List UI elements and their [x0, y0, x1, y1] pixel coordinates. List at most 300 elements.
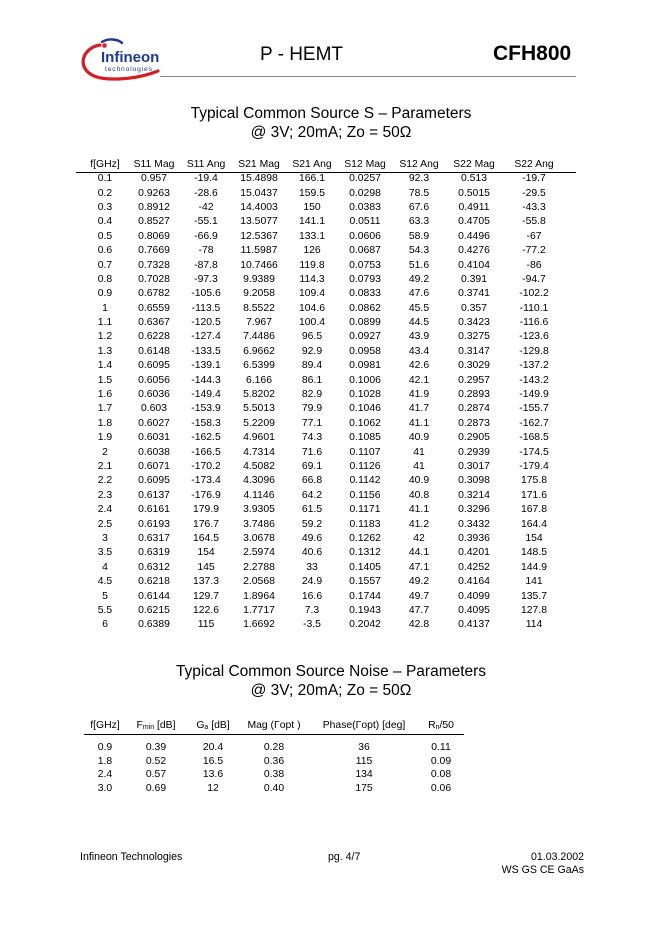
table-cell: -42	[198, 201, 214, 213]
table-cell: 0.7328	[138, 259, 170, 271]
table-cell: 41.1	[408, 417, 430, 429]
table-cell: 0.0958	[349, 345, 381, 357]
table-header-row	[84, 157, 564, 172]
table-cell: 150	[303, 201, 321, 213]
header-divider	[160, 76, 576, 77]
table-cell: 0.36	[263, 755, 285, 767]
table-cell: 0.38	[263, 769, 285, 781]
table-cell: 43.9	[408, 331, 430, 343]
table-cell: 0.1744	[349, 590, 381, 602]
table-cell: 0.4	[97, 216, 113, 228]
col-header: S11 Ang	[186, 159, 226, 170]
table-cell: -144.3	[191, 374, 221, 386]
footer-department: WS GS CE GaAs	[501, 864, 584, 876]
table-cell: 49.6	[301, 532, 323, 544]
table-cell: 1.9	[97, 432, 113, 444]
table-cell: 115	[197, 619, 215, 631]
table-cell: -162.7	[519, 417, 549, 429]
table-cell: 8.5522	[243, 302, 275, 314]
table-cell: 0.40	[263, 782, 285, 794]
table-cell: 0.69	[145, 782, 167, 794]
table-cell: 0.957	[140, 173, 167, 185]
col-header-mag: Mag (Γopt )	[247, 719, 301, 731]
table-cell: 0.6095	[138, 475, 170, 487]
col-header: S11 Mag	[133, 159, 175, 170]
table-cell: 0.6031	[138, 432, 170, 444]
table-cell: 0.8	[97, 273, 113, 285]
table-cell: 0.4099	[458, 590, 490, 602]
table-cell: 0.2957	[458, 374, 490, 386]
table-cell: 6.166	[245, 374, 272, 386]
table-cell: -113.5	[191, 302, 221, 314]
table-row	[84, 517, 564, 531]
table-cell: 0.1006	[349, 374, 381, 386]
table-cell: -127.4	[191, 331, 221, 343]
table-cell: 0.2874	[458, 403, 490, 415]
table-cell: 16.6	[301, 590, 323, 602]
table-cell: 2.4	[97, 504, 113, 516]
table-cell: 49.2	[408, 576, 430, 588]
table-cell: 0.9	[97, 742, 113, 754]
table-cell: 0.0257	[349, 173, 381, 185]
table-cell: 12	[207, 782, 219, 794]
table-cell: 36	[358, 742, 370, 754]
table-cell: 133.1	[298, 230, 325, 242]
table-cell: -28.6	[194, 187, 218, 199]
table-cell: 41.1	[408, 504, 430, 516]
table-cell: 69.1	[301, 461, 323, 472]
table-cell: 159.5	[298, 187, 325, 199]
table-cell: 126	[303, 245, 321, 257]
table-cell: -78	[198, 245, 214, 257]
table-cell: 0.3296	[458, 504, 490, 516]
table-cell: 15.0437	[240, 187, 278, 199]
table-cell: 122.6	[192, 604, 219, 616]
table-cell: 2.3	[97, 489, 113, 501]
table-cell: 0.9263	[138, 187, 170, 199]
logo-text: Infineon	[101, 49, 160, 66]
part-number: CFH800	[493, 42, 572, 65]
table-cell: 24.9	[301, 576, 323, 588]
table-cell: 0.5	[97, 230, 113, 242]
table-row	[84, 431, 564, 445]
table-cell: 2.0568	[243, 576, 275, 588]
table-cell: 0.357	[460, 302, 487, 314]
table-cell: 0.1062	[349, 417, 381, 429]
table-cell: 0.0606	[349, 230, 381, 242]
table-cell: -55.8	[522, 216, 546, 228]
table-cell: -153.9	[191, 403, 221, 415]
table-cell: 0.06	[430, 782, 452, 794]
table-cell: -29.5	[522, 187, 546, 199]
table-cell: 40.6	[301, 547, 323, 559]
table-cell: 47.1	[408, 561, 430, 573]
table-cell: 171.6	[520, 489, 547, 501]
table-row	[84, 215, 564, 229]
table-cell: 0.2873	[458, 417, 490, 429]
table-cell: 13.6	[202, 769, 224, 781]
table-cell: 5.5013	[243, 403, 275, 415]
table-cell: 1.7	[97, 403, 113, 415]
table-cell: 2.5	[97, 518, 113, 530]
table-row	[84, 589, 564, 603]
table-cell: 0.1156	[349, 489, 381, 501]
table-cell: 0.57	[145, 769, 167, 781]
table-cell: 141.1	[298, 216, 325, 228]
table-row	[84, 316, 564, 330]
table-cell: 0.6367	[138, 317, 170, 329]
table-cell: 129.7	[192, 590, 219, 602]
table-cell: 145	[197, 561, 215, 573]
table-cell: 0.1262	[349, 532, 381, 544]
table-cell: 71.6	[301, 446, 323, 458]
table-cell: 42.1	[408, 374, 430, 386]
table-cell: 5.8202	[243, 389, 275, 401]
table-cell: 100.4	[298, 317, 325, 329]
table-cell: 148.5	[520, 547, 547, 559]
table-cell: 49.7	[408, 590, 430, 602]
table-cell: 9.2058	[243, 288, 275, 300]
table-cell: -143.2	[519, 374, 549, 386]
table-cell: 0.3275	[458, 331, 490, 343]
table-cell: 15.4898	[240, 173, 278, 185]
table-cell: 0.513	[460, 173, 487, 185]
table-cell: 0.8069	[138, 230, 170, 242]
table-cell: 63.3	[408, 216, 430, 228]
footer-company: Infineon Technologies	[80, 851, 183, 863]
table-cell: 0.3432	[458, 518, 490, 530]
table-row	[84, 546, 564, 560]
table-cell: 0.1	[97, 173, 113, 185]
table-cell: 0.09	[430, 755, 452, 767]
table-cell: 7.4486	[243, 331, 275, 343]
table-cell: -110.1	[519, 302, 549, 314]
table-cell: 114.3	[299, 273, 325, 285]
table-cell: 0.6559	[138, 302, 170, 314]
table-cell: 0.0862	[349, 302, 381, 314]
table-cell: 0.391	[460, 273, 487, 285]
table-cell: 104.6	[298, 302, 325, 314]
table-cell: 164.4	[520, 518, 547, 530]
table-cell: 0.6071	[138, 461, 170, 472]
table-cell: -66.9	[194, 230, 218, 242]
table-cell: 5.2209	[243, 417, 275, 429]
table-cell: 0.39	[145, 742, 167, 754]
table-row	[84, 388, 564, 402]
table-cell: 1.6	[97, 389, 113, 401]
noise-params-conditions: @ 3V; 20mA; Zo = 50Ω	[250, 682, 412, 699]
table-cell: 135.7	[520, 590, 547, 602]
table-cell: 41.9	[408, 389, 430, 401]
table-cell: 0.6161	[138, 504, 170, 516]
table-cell: 92.9	[301, 345, 323, 357]
table-cell: 0.6095	[138, 360, 170, 372]
col-header: f[GHz]	[90, 159, 120, 170]
table-cell: 16.5	[202, 755, 224, 767]
table-row	[84, 561, 564, 575]
table-cell: 41.7	[408, 403, 430, 415]
table-cell: -149.4	[191, 389, 221, 401]
table-cell: 0.4276	[458, 245, 490, 257]
table-cell: 64.2	[301, 489, 323, 501]
table-cell: -129.8	[519, 345, 549, 357]
table-cell: -174.5	[519, 446, 549, 458]
table-cell: 167.8	[520, 504, 547, 516]
table-cell: 0.6317	[138, 532, 170, 544]
table-cell: 0.28	[263, 742, 285, 754]
table-cell: 47.7	[408, 604, 430, 616]
table-cell: -170.2	[191, 461, 221, 472]
col-header: S22 Mag	[453, 159, 495, 170]
table-cell: 40.9	[408, 432, 430, 444]
table-cell: 0.4137	[458, 619, 490, 631]
table-cell: 12.5367	[240, 230, 278, 242]
table-row	[84, 186, 564, 200]
table-row	[84, 532, 564, 546]
table-cell: 0.4705	[458, 216, 490, 228]
table-cell: 0.7669	[138, 245, 170, 257]
table-cell: 0.0927	[349, 331, 381, 343]
table-cell: 127.8	[520, 604, 547, 616]
table-cell: 41	[413, 461, 425, 472]
table-cell: 0.6036	[138, 389, 170, 401]
noise-params-table	[84, 716, 462, 795]
table-cell: 0.7	[97, 259, 113, 271]
table-cell: 79.9	[301, 403, 323, 415]
table-cell: 78.5	[408, 187, 430, 199]
table-cell: 3	[102, 532, 108, 544]
table-cell: 0.6148	[138, 345, 170, 357]
table-row	[84, 489, 564, 503]
table-cell: 1.7717	[243, 604, 275, 616]
table-row	[84, 373, 564, 387]
table-cell: 3.0678	[243, 532, 275, 544]
table-cell: 0.6215	[138, 604, 170, 616]
table-cell: 5.5	[97, 604, 113, 616]
table-cell: 0.6319	[138, 547, 170, 559]
table-cell: 0.52	[145, 755, 167, 767]
table-cell: 0.6312	[138, 561, 170, 573]
table-cell: 0.1126	[349, 461, 381, 472]
table-cell: 67.6	[408, 201, 430, 213]
table-cell: 0.6027	[138, 417, 170, 429]
table-cell: 82.9	[301, 389, 323, 401]
table-cell: 2.4	[97, 769, 113, 781]
table-cell: 2.2788	[243, 561, 275, 573]
table-row	[84, 474, 564, 488]
table-cell: 4.5	[97, 576, 113, 588]
table-row	[84, 768, 462, 782]
table-row	[84, 503, 564, 517]
table-cell: 0.1943	[349, 604, 381, 616]
table-cell: 119.8	[299, 259, 325, 271]
table-cell: 43.4	[408, 345, 430, 357]
table-cell: 0.1312	[349, 547, 381, 559]
table-cell: 42.6	[408, 360, 430, 372]
table-row	[84, 172, 564, 186]
table-cell: 0.0383	[349, 201, 381, 213]
col-header-phase: Phase(Γopt) [deg]	[322, 719, 406, 731]
table-cell: 0.1142	[349, 475, 381, 487]
table-cell: 0.4496	[458, 230, 490, 242]
table-cell: 0.4911	[458, 201, 490, 213]
table-header-row	[84, 716, 462, 734]
table-row	[84, 287, 564, 301]
table-cell: 13.5077	[240, 216, 278, 228]
table-cell: 77.1	[301, 417, 323, 429]
table-cell: 41	[413, 446, 425, 458]
noise-params-title: Typical Common Source Noise – Parameters	[175, 663, 487, 680]
table-cell: 0.8527	[138, 216, 170, 228]
table-cell: -176.9	[191, 489, 221, 501]
table-cell: 0.3214	[458, 489, 490, 501]
table-cell: 40.9	[408, 475, 430, 487]
table-cell: 1.1	[97, 317, 113, 329]
table-cell: 7.3	[304, 604, 320, 616]
table-row	[84, 618, 564, 632]
table-row	[84, 445, 564, 459]
table-row	[84, 402, 564, 416]
table-cell: 0.6137	[138, 489, 170, 501]
table-cell: 144.9	[520, 561, 547, 573]
table-cell: 141	[525, 576, 543, 588]
table-cell: 0.7028	[138, 273, 170, 285]
s-params-conditions: @ 3V; 20mA; Zo = 50Ω	[250, 124, 412, 141]
table-cell: 1.8	[97, 755, 113, 767]
table-cell: 3.7486	[243, 518, 275, 530]
table-cell: 10.7466	[240, 259, 278, 271]
table-cell: 0.1171	[349, 504, 381, 516]
table-cell: 96.5	[301, 331, 323, 343]
table-cell: 2	[102, 446, 108, 458]
table-cell: -120.5	[191, 317, 221, 329]
table-cell: 0.2939	[458, 446, 490, 458]
table-cell: 7.967	[245, 317, 272, 329]
table-cell: 0.2893	[458, 389, 490, 401]
table-cell: 4.3096	[243, 475, 275, 487]
table-cell: 0.3098	[458, 475, 490, 487]
table-cell: -102.2	[519, 288, 549, 300]
table-cell: 11.5987	[240, 245, 278, 257]
table-cell: 0.8912	[138, 201, 170, 213]
col-header-ga: $G_a$ [dB]	[196, 719, 230, 731]
table-cell: -55.1	[194, 216, 218, 228]
col-header-fmin: $F_{min}$ [dB]	[136, 719, 176, 731]
table-row	[84, 273, 564, 287]
table-cell: -155.7	[519, 403, 549, 415]
col-header: S21 Ang	[292, 159, 332, 170]
logo-subtext: technologies	[105, 66, 153, 73]
table-cell: -94.7	[522, 273, 546, 285]
table-cell: 0.3147	[458, 345, 490, 357]
table-cell: 33	[306, 561, 318, 573]
table-cell: -97.3	[194, 273, 218, 285]
table-cell: 4.5082	[243, 461, 275, 472]
table-cell: 0.3017	[458, 461, 490, 472]
table-cell: 0.1028	[349, 389, 381, 401]
table-cell: 0.6193	[138, 518, 170, 530]
table-cell: 175	[355, 782, 373, 794]
col-header: S21 Mag	[238, 159, 280, 170]
table-cell: -19.4	[194, 173, 218, 185]
table-cell: 0.6144	[138, 590, 170, 602]
table-cell: 2.5974	[243, 547, 275, 559]
table-cell: 0.6038	[138, 446, 170, 458]
table-cell: 0.1405	[349, 561, 381, 573]
table-cell: 0.6228	[138, 331, 170, 343]
table-cell: 0.4095	[458, 604, 490, 616]
infineon-logo	[78, 38, 170, 82]
table-row	[84, 460, 564, 474]
table-cell: 6.9662	[243, 345, 275, 357]
table-cell: 0.2	[97, 187, 113, 199]
table-cell: 176.7	[192, 518, 219, 530]
table-cell: 20.4	[202, 742, 224, 754]
table-cell: 0.6056	[138, 374, 170, 386]
footer-date: 01.03.2002	[530, 851, 584, 863]
s-params-table	[84, 157, 564, 633]
table-cell: 175.8	[520, 475, 547, 487]
table-cell: 0.0899	[349, 317, 381, 329]
col-header-rn: $R_n/50$	[428, 719, 454, 731]
table-cell: 92.3	[408, 173, 430, 185]
table-cell: 0.3423	[458, 317, 490, 329]
table-cell: -19.7	[522, 173, 546, 185]
table-row	[84, 345, 564, 359]
table-row	[84, 258, 564, 272]
col-header: S12 Mag	[344, 159, 386, 170]
table-cell: 89.4	[301, 360, 323, 372]
table-cell: 2.1	[97, 461, 113, 472]
table-cell: 45.5	[408, 302, 430, 314]
table-cell: 0.1557	[349, 576, 381, 588]
table-cell: 51.6	[408, 259, 430, 271]
table-cell: 1.8	[97, 417, 113, 429]
table-cell: 0.9	[97, 288, 113, 300]
table-cell: -105.6	[191, 288, 221, 300]
table-cell: 0.4252	[458, 561, 490, 573]
table-cell: 0.1107	[349, 446, 381, 458]
table-cell: 4	[102, 561, 108, 573]
table-cell: 44.1	[408, 547, 430, 559]
table-cell: 0.3029	[458, 360, 490, 372]
s-table-header-rule	[76, 172, 576, 173]
col-header-freq: f[GHz]	[90, 719, 120, 731]
table-cell: 0.3741	[458, 288, 490, 300]
table-cell: -43.3	[522, 201, 546, 213]
table-cell: 9.9389	[243, 273, 275, 285]
table-cell: 109.4	[298, 288, 325, 300]
table-cell: 179.9	[192, 504, 219, 516]
table-cell: -158.3	[191, 417, 221, 429]
table-cell: -166.5	[191, 446, 221, 458]
table-cell: 74.3	[301, 432, 323, 444]
table-cell: 137.3	[192, 576, 219, 588]
table-cell: 41.2	[408, 518, 430, 530]
table-cell: 1.8964	[243, 590, 275, 602]
table-cell: -87.8	[194, 259, 218, 271]
table-cell: -3.5	[303, 619, 321, 631]
table-cell: 47.6	[408, 288, 430, 300]
table-cell: -173.4	[191, 475, 221, 487]
table-cell: 3.5	[97, 547, 113, 559]
table-row	[84, 302, 564, 316]
table-cell: 66.8	[301, 475, 323, 487]
table-cell: 14.4003	[240, 201, 278, 213]
table-cell: 0.6782	[138, 288, 170, 300]
table-cell: -77.2	[522, 245, 546, 257]
table-cell: 61.5	[301, 504, 323, 516]
